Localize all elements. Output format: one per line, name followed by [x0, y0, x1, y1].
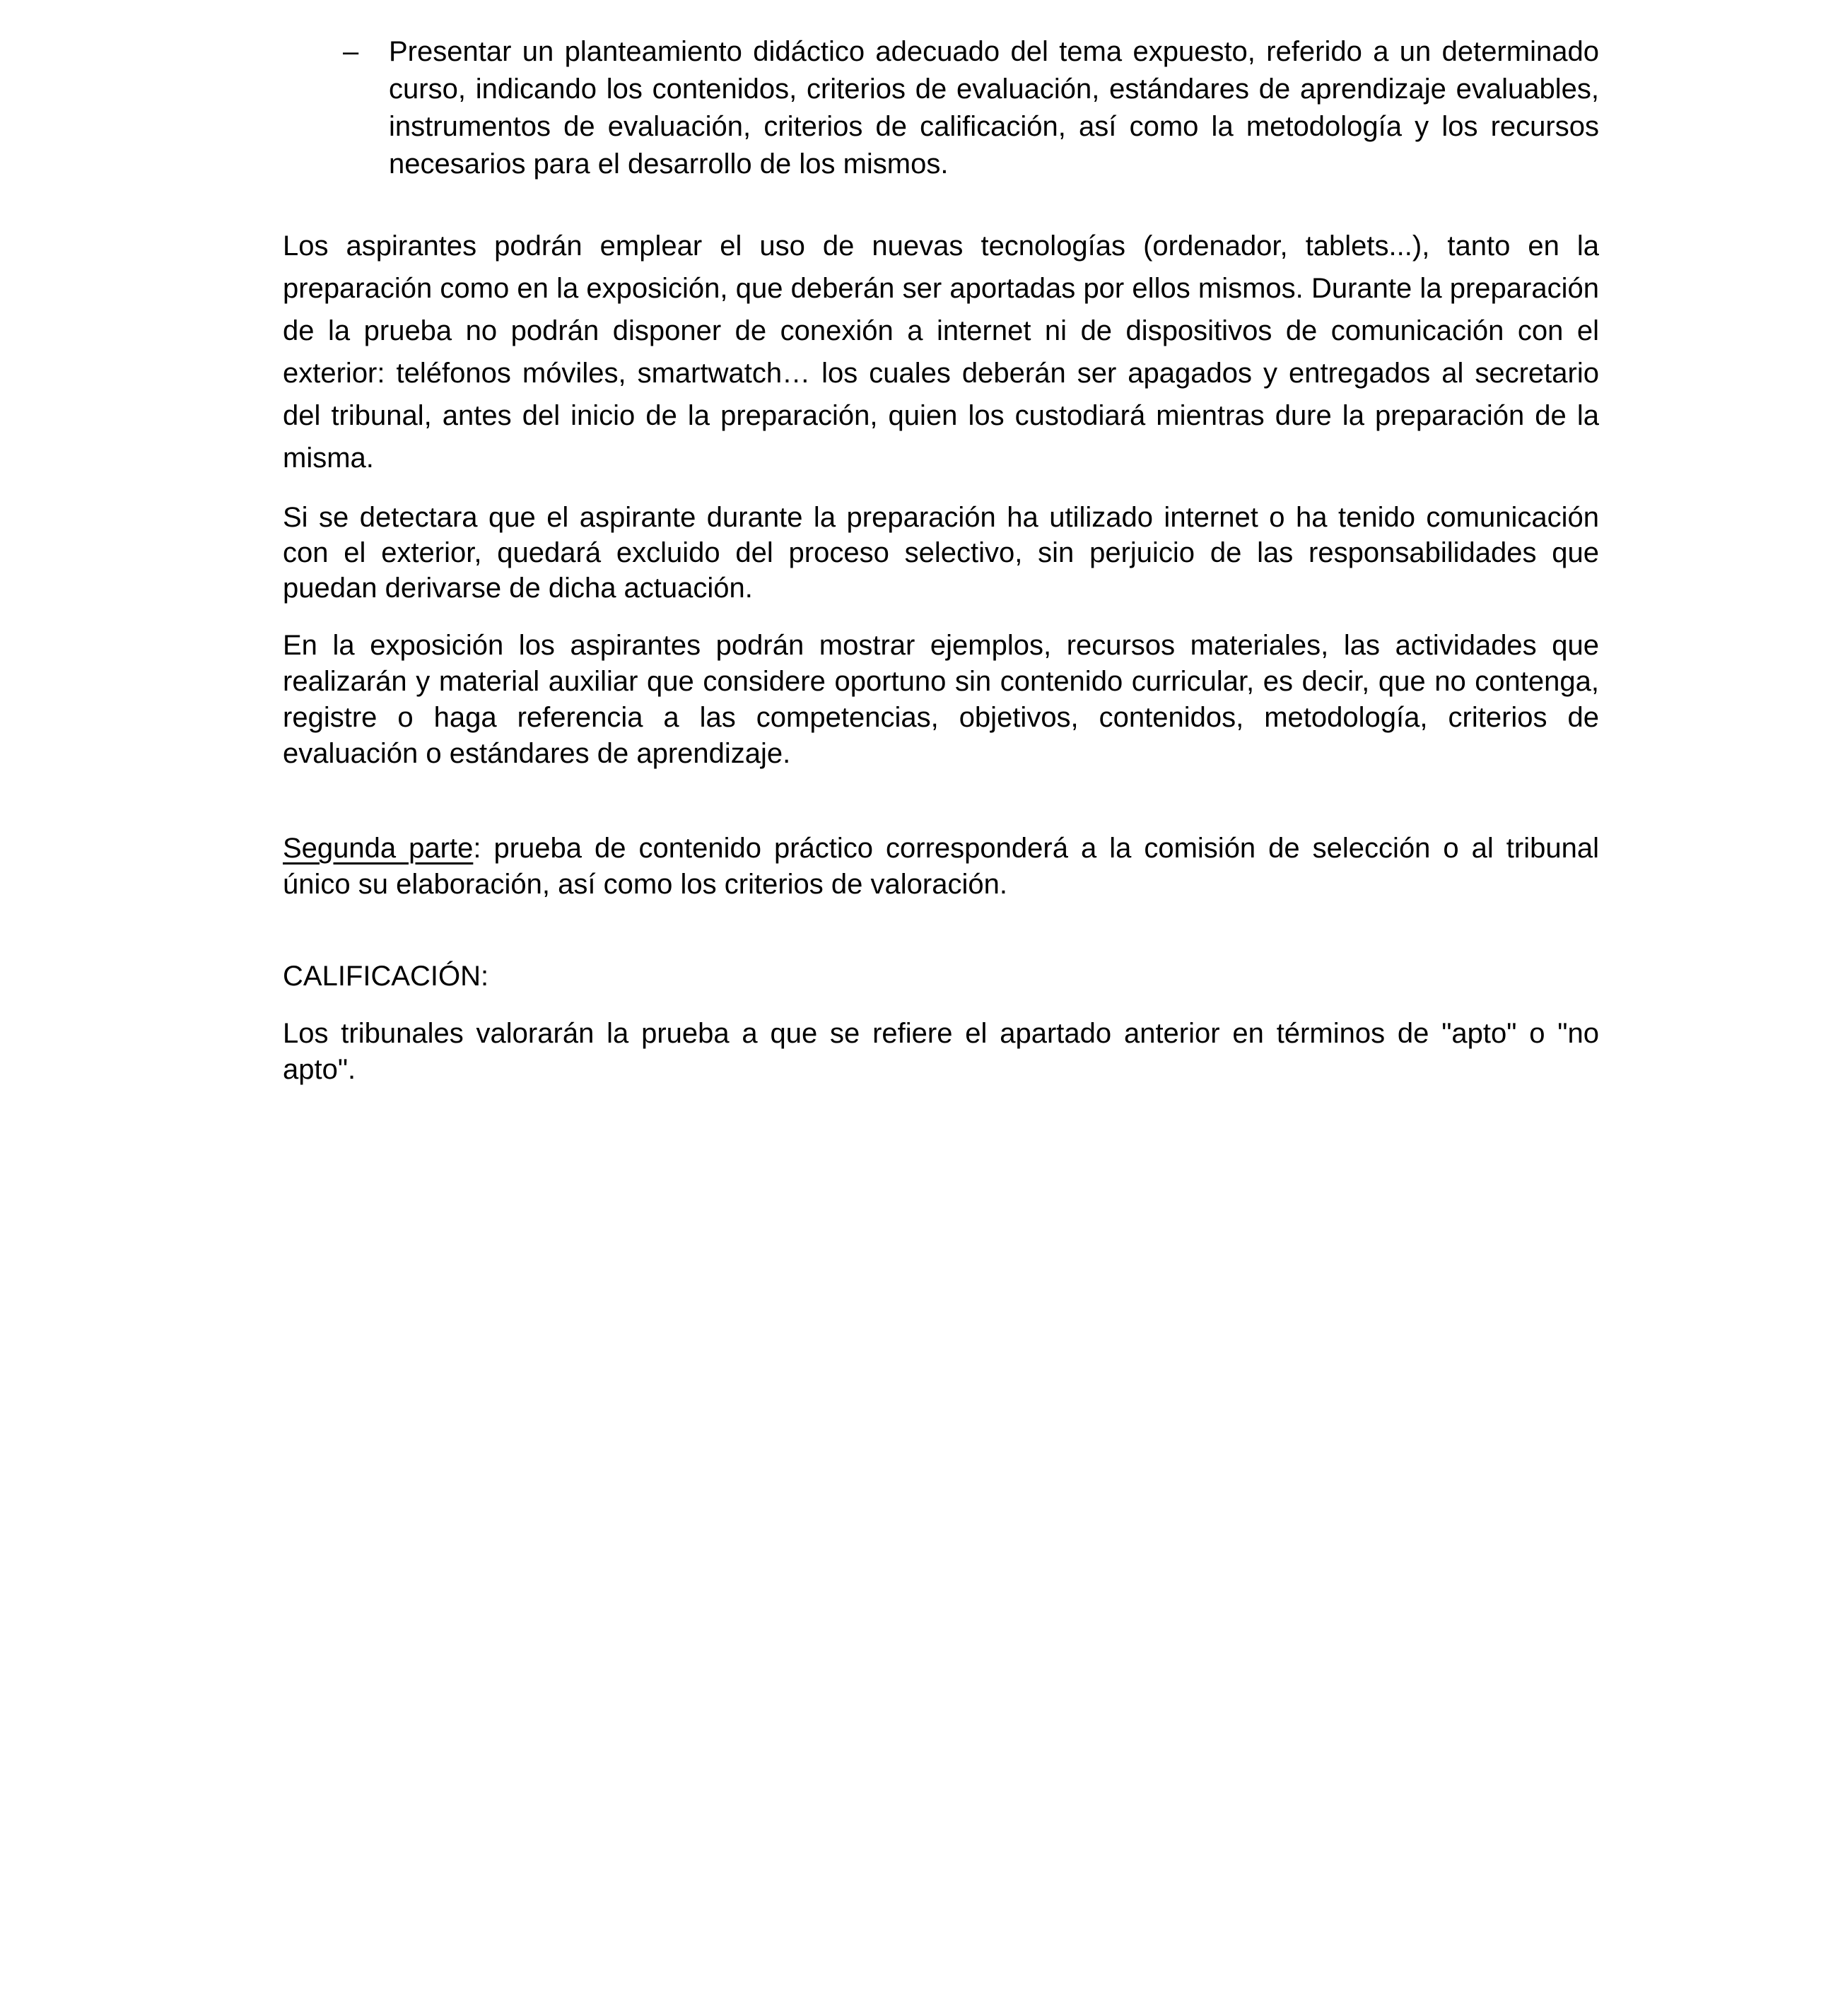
bullet-item [283, 33, 1599, 183]
paragraph-deteccion: Si se detectara que el aspirante durante la preparación ha utilizado internet o ha tenido comunicación con el exterior, quedará excluido del proceso selectivo, sin perjuicio de las responsabilidades que puedan derivarse de dicha actuación. [283, 502, 1599, 604]
bullet-dash-marker: – [343, 36, 359, 67]
segunda-parte-label: Segunda parte [283, 833, 474, 864]
paragraph-segunda-parte [283, 831, 1599, 903]
paragraph-exposicion: En la exposición los aspirantes podrán mostrar ejemplos, recursos materiales, las actividades que realizarán y material auxiliar que considere oportuno sin contenido curricular, es decir, que no contenga, registre o haga referencia a las competencias, objetivos, contenidos, metodología, criterios de evaluación o estándares de aprendizaje. [283, 630, 1599, 769]
document-content [283, 33, 1599, 1088]
paragraph-tecnologias: Los aspirantes podrán emplear el uso de nuevas tecnologías (ordenador, tablets...), tanto en la preparación como en la exposición, que deberán ser aportadas por ellos mismos. Durante la preparación de la prueba no podrán disponer de conexión a internet ni de dispositivos de comunicación con el exterior: teléfonos móviles, smartwatch… los cuales deberán ser apagados y entregados al secretario del tribunal, antes del inicio de la preparación, quien los custodiará mientras dure la preparación de la misma. [283, 230, 1599, 474]
bullet-paragraph: Presentar un planteamiento didáctico adecuado del tema expuesto, referido a un determinado curso, indicando los contenidos, criterios de evaluación, estándares de aprendizaje evaluables, instrumentos de evaluación, criterios de calificación, así como la metodología y los recursos necesarios para el desarrollo de los mismos. [389, 36, 1599, 180]
segunda-parte-text: : prueba de contenido práctico corresponderá a la comisión de selección o al tribunal único su elaboración, así como los criterios de valoración. [283, 833, 1600, 900]
paragraph-calificacion: Los tribunales valorarán la prueba a que se refiere el apartado anterior en términos de "apto" o "no apto". [283, 1018, 1599, 1085]
calificacion-heading: CALIFICACIÓN: [283, 961, 489, 992]
